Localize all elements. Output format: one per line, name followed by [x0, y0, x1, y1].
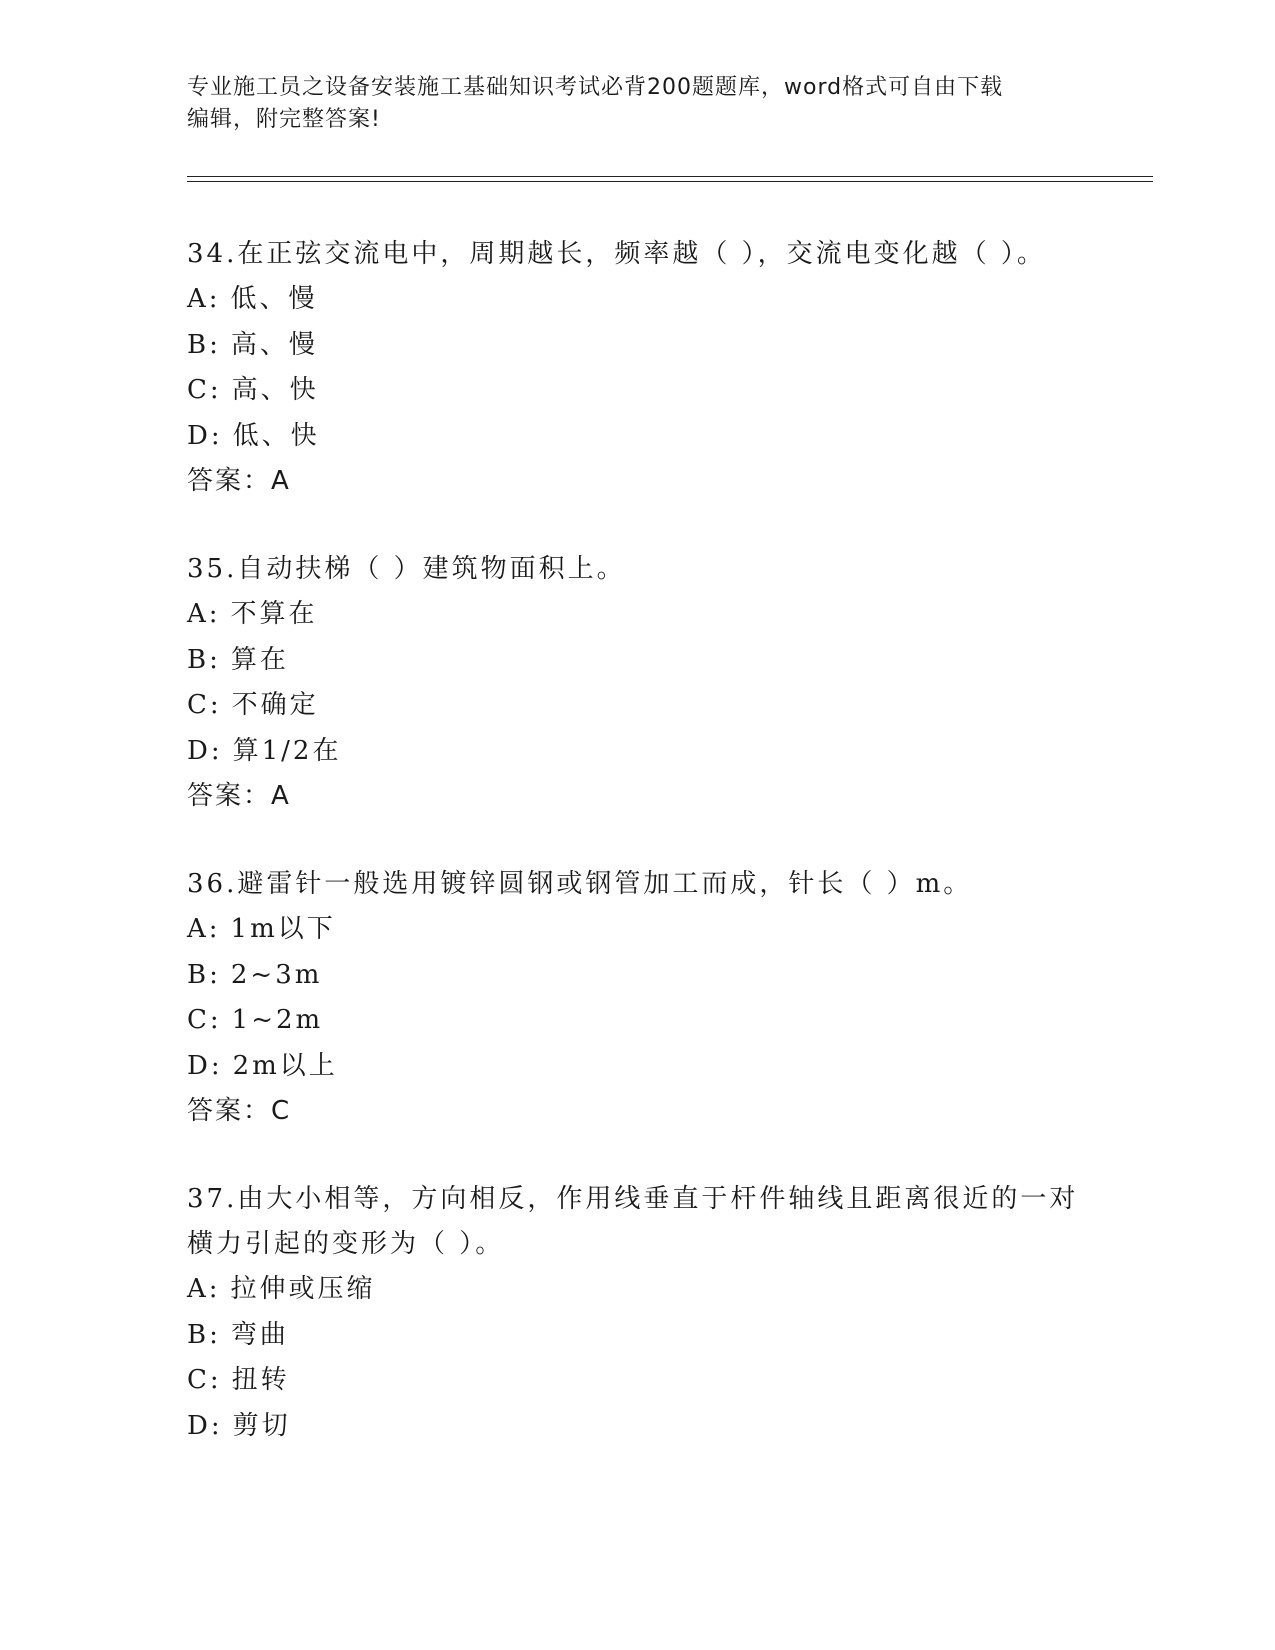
option-key: B:	[187, 644, 221, 675]
question-stem-line-2: 横力引起的变形为（ ）。	[187, 1229, 505, 1259]
option-text: 2~3m	[230, 959, 323, 990]
option-key: A:	[187, 1274, 221, 1304]
option-a	[187, 907, 1147, 953]
option-text: 高、慢	[230, 329, 318, 360]
option-text: 不确定	[231, 690, 319, 720]
option-c	[187, 368, 1147, 414]
answer-line: 答案：A	[187, 466, 291, 496]
option-key: A:	[187, 599, 221, 629]
option-text: 剪切	[232, 1410, 291, 1441]
question-37	[187, 1177, 1147, 1449]
header-line-1: 专业施工员之设备安装施工基础知识考试必背200题题库，word格式可自由下载	[187, 75, 1004, 100]
question-stem: 35.自动扶梯（ ）建筑物面积上。	[187, 554, 626, 584]
header-divider-top	[187, 176, 1153, 177]
question-list	[187, 232, 1147, 1492]
option-b	[187, 953, 1147, 999]
option-d	[187, 1044, 1147, 1090]
option-key: D:	[187, 1410, 223, 1441]
option-text: 扭转	[231, 1365, 290, 1395]
question-stem: 34.在正弦交流电中，周期越长，频率越（ ），交流电变化越（ ）。	[187, 239, 1046, 269]
option-c	[187, 998, 1147, 1044]
option-text: 1~2m	[231, 1005, 324, 1035]
option-a	[187, 592, 1147, 638]
option-b	[187, 1313, 1147, 1359]
option-text: 低、快	[232, 420, 320, 451]
option-key: C:	[187, 375, 222, 405]
option-d	[187, 729, 1147, 775]
option-text: 2m以上	[232, 1050, 338, 1081]
option-text: 1m以下	[230, 914, 336, 944]
option-c	[187, 683, 1147, 729]
option-text: 算1/2在	[232, 735, 342, 766]
option-key: C:	[187, 1365, 222, 1395]
question-stem-line-1: 37.由大小相等，方向相反，作用线垂直于杆件轴线且距离很近的一对	[187, 1184, 1079, 1214]
option-a	[187, 1267, 1147, 1313]
question-35	[187, 547, 1147, 819]
option-key: C:	[187, 690, 222, 720]
option-key: D:	[187, 1050, 223, 1081]
option-key: A:	[187, 914, 221, 944]
option-c	[187, 1358, 1147, 1404]
option-d	[187, 1404, 1147, 1450]
option-text: 高、快	[231, 375, 319, 405]
option-a	[187, 277, 1147, 323]
answer-line: 答案：A	[187, 781, 291, 811]
option-b	[187, 638, 1147, 684]
question-34	[187, 232, 1147, 504]
option-b	[187, 323, 1147, 369]
option-d	[187, 414, 1147, 460]
option-key: A:	[187, 284, 221, 314]
question-36	[187, 862, 1147, 1134]
option-text: 拉伸或压缩	[230, 1274, 376, 1304]
option-key: D:	[187, 735, 223, 766]
option-text: 低、慢	[230, 284, 318, 314]
header-divider-bottom	[187, 181, 1153, 182]
option-text: 算在	[230, 644, 289, 675]
option-key: B:	[187, 959, 221, 990]
question-stem: 36.避雷针一般选用镀锌圆钢或钢管加工而成，针长（ ）m。	[187, 869, 973, 899]
answer-line: 答案：C	[187, 1096, 292, 1126]
option-key: D:	[187, 420, 223, 451]
option-text: 弯曲	[230, 1319, 289, 1350]
header-line-2: 编辑，附完整答案!	[187, 107, 381, 132]
option-key: C:	[187, 1005, 222, 1035]
option-key: B:	[187, 329, 221, 360]
option-text: 不算在	[230, 599, 318, 629]
option-key: B:	[187, 1319, 221, 1350]
document-header	[187, 72, 1087, 136]
